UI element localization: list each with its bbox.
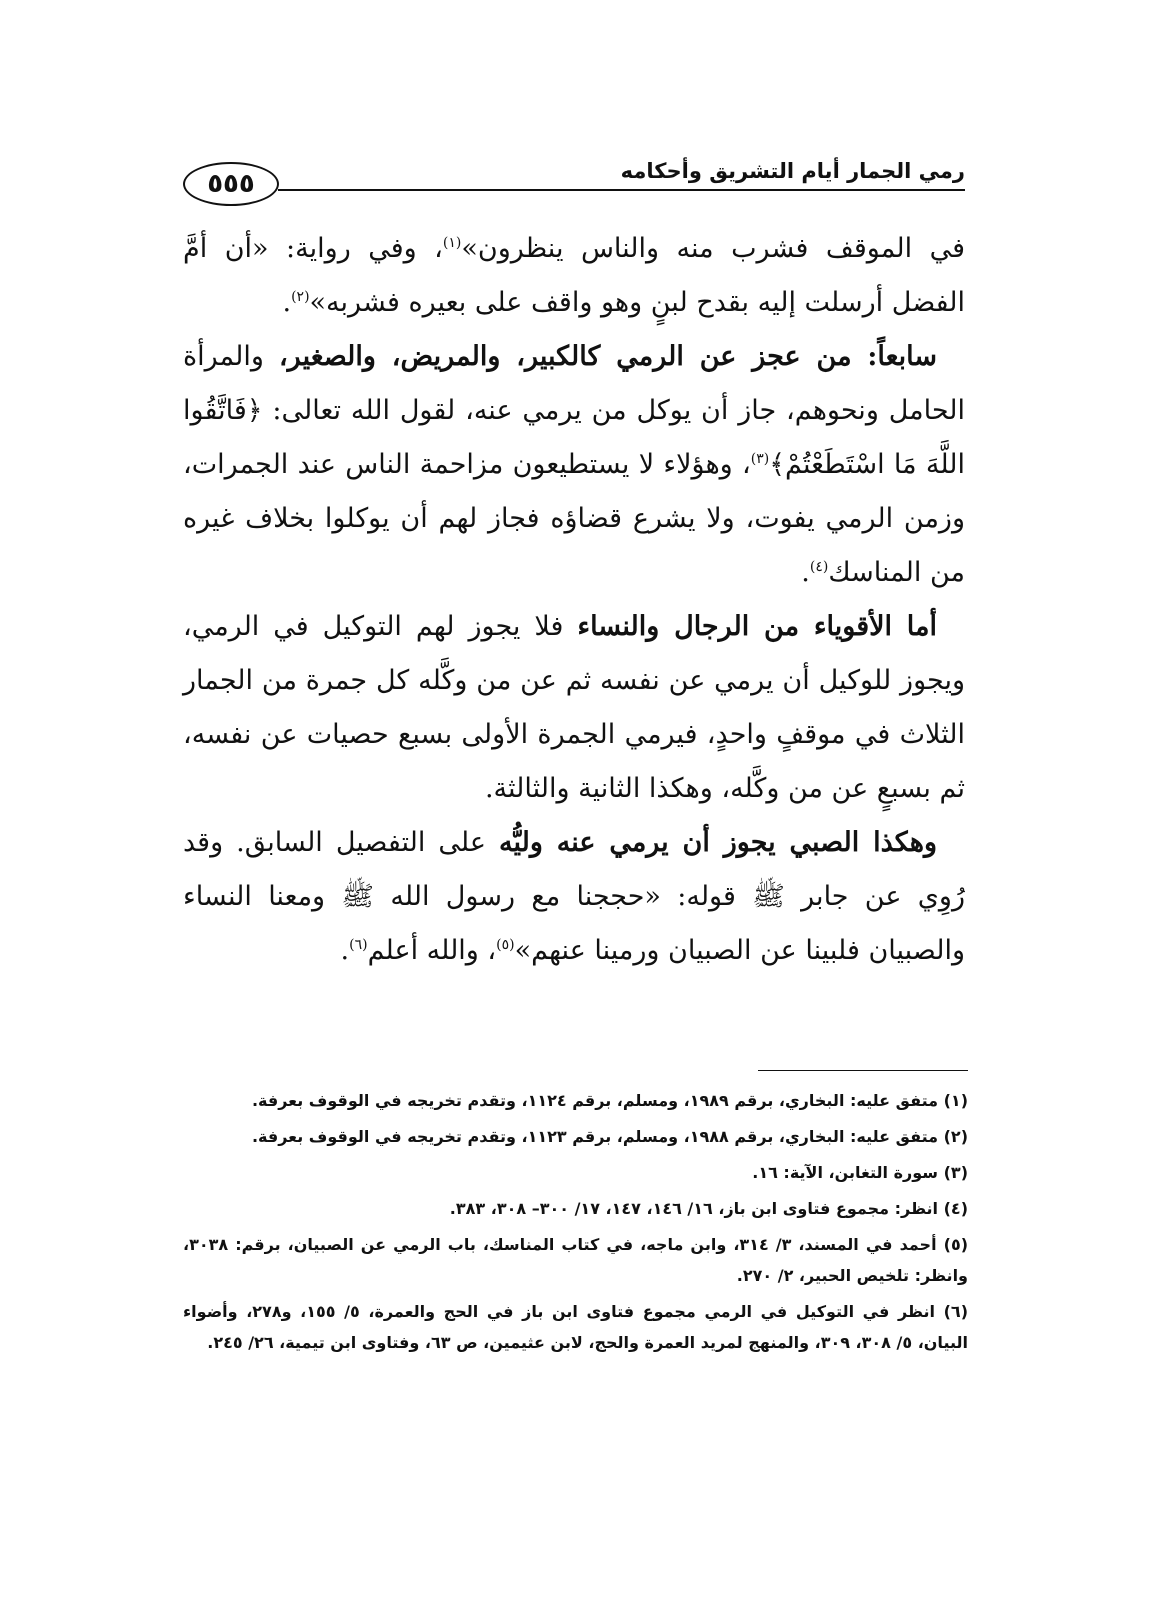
paragraph-1 xyxy=(183,222,965,330)
footnote-ref-4: (٤) xyxy=(809,559,829,575)
footnote-6: (٦) انظر في التوكيل في الرمي مجموع فتاوى ابن باز في الحج والعمرة، ٥/ ١٥٥، و٢٧٨، وأضواء البيان، ٥/ ٣٠٨، ٣٠٩، والمنهج لمريد العمرة والحج، لابن عثيمين، ص ٦٣، وفتاوى ابن تيمية، ٢٦/ ٢٤٥. xyxy=(183,1302,968,1352)
p3-heading: أما الأقوياء من الرجال والنساء xyxy=(577,611,937,642)
footnote-1: (١) متفق عليه: البخاري، برقم ١٩٨٩، ومسلم، برقم ١١٢٤، وتقدم تخريجه في الوقوف بعرفة. xyxy=(251,1091,968,1110)
p3-text: فلا يجوز لهم التوكيل في الرمي، ويجوز للوكيل أن يرمي عن نفسه ثم عن من وكَّله كل جمرة من الجمار الثلاث في موقفٍ واحدٍ، فيرمي الجمرة الأولى بسبع حصيات عن نفسه، ثم بسبعٍ عن من وكَّله، وهكذا الثانية والثالثة. xyxy=(183,611,965,804)
p2-heading: سابعاً: من عجز عن الرمي كالكبير، والمريض، والصغير، xyxy=(278,341,937,372)
page-header xyxy=(183,153,965,201)
footnote-ref-1: (١) xyxy=(442,235,462,251)
main-text xyxy=(183,222,965,978)
footnote-2: (٢) متفق عليه: البخاري، برقم ١٩٨٨، ومسلم، برقم ١١٢٣، وتقدم تخريجه في الوقوف بعرفة. xyxy=(251,1127,968,1146)
paragraph-4 xyxy=(183,816,965,978)
p1-text-a: في الموقف فشرب منه والناس ينظرون» xyxy=(461,233,965,264)
paragraph-3 xyxy=(183,600,965,816)
paragraph-2 xyxy=(183,330,965,600)
p1-text-c: . xyxy=(282,287,292,318)
p4-text-a: على التفصيل السابق. وقد رُوِي عن جابر ﷺ قوله: «حججنا مع رسول الله ﷺ ومعنا النساء والصبيان فلبينا عن الصبيان ورمينا عنهم» xyxy=(183,827,965,966)
footnote-ref-3: (٣) xyxy=(750,451,770,467)
footnote-ref-2: (٢) xyxy=(291,289,310,305)
p4-heading: وهكذا الصبي يجوز أن يرمي عنه وليُّه xyxy=(499,827,937,858)
p1-text-b: ، وفي رواية: «أن أمَّ الفضل أرسلت إليه بقدح لبنٍ وهو واقف على بعيره فشربه» xyxy=(183,233,965,318)
p4-text-c: . xyxy=(340,935,350,966)
footnotes xyxy=(183,1085,968,1363)
p4-text-b: ، والله أعلم xyxy=(367,935,497,966)
p2-text-b: ، وهؤلاء لا يستطيعون مزاحمة الناس عند الجمرات، وزمن الرمي يفوت، ولا يشرع قضاؤه فجاز لهم أن يوكلوا بخلاف غيره من المناسك xyxy=(183,449,965,588)
footnote-separator xyxy=(758,1070,968,1071)
p2-text-c: . xyxy=(801,557,810,588)
header-rule xyxy=(278,189,965,191)
p2-text-a: والمرأة الحامل ونحوهم، جاز أن يوكل من يرمي عنه، لقول الله تعالى: ﴿فَاتَّقُوا اللَّهَ مَا اسْتَطَعْتُمْ﴾ xyxy=(183,341,965,480)
footnote-ref-5: (٥) xyxy=(496,937,515,953)
footnote-ref-6: (٦) xyxy=(349,937,368,953)
footnote-5: (٥) أحمد في المسند، ٣/ ٣١٤، وابن ماجه، في كتاب المناسك، باب الرمي عن الصبيان، برقم: ٣٠٣٨، وانظر: تلخيص الحبير، ٢/ ٢٧٠. xyxy=(183,1235,969,1285)
running-title: رمي الجمار أيام التشريق وأحكامه xyxy=(620,159,965,183)
footnote-4: (٤) انظر: مجموع فتاوى ابن باز، ١٦/ ١٤٦، ١٤٧، ١٧/ ٣٠٠– ٣٠٨، ٣٨٣. xyxy=(449,1199,968,1218)
footnote-3: (٣) سورة التغابن، الآية: ١٦. xyxy=(752,1163,968,1182)
page-number: ٥٥٥ xyxy=(183,162,279,206)
